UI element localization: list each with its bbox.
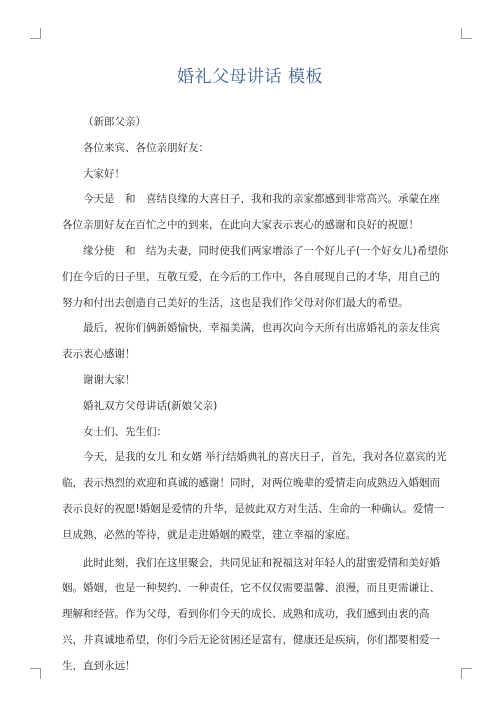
speaker-label: （新郎父亲） [83,116,146,128]
section-heading: 婚礼双方父母讲话(新娘父亲) [83,399,218,412]
body-paragraph: 今天是 和 喜结良缘的大喜日子，我和我的亲家都感到非常高兴。承蒙在座各位亲朋好友在百忙之中的到来，在此向大家表示衷心的感谢和良好的祝愿！ [62,193,440,232]
greeting: 大家好！ [83,167,125,180]
salutation: 各位来宾、各位亲朋好友： [83,141,209,154]
document-title: 婚礼父母讲话 模板 [177,67,323,87]
document-body [62,110,450,680]
body-paragraph: 缘分使 和 结为夫妻，同时使我们两家增添了一个好儿子(一个好女儿)希望你们在今后的日子里，互敬互爱，在今后的工作中，各自展现自己的才华，用自己的努力和付出去创造自己美好的生活，这也是我们作父母对你们最大的希望。 [62,244,449,309]
page-corner-mark [30,28,41,39]
salutation: 女士们、先生们： [83,425,167,438]
body-paragraph: 最后，祝你们俩新婚愉快，幸福美满，也再次向今天所有出席婚礼的亲友佳宾表示衷心感谢！ [62,322,440,361]
body-paragraph: 今天，是我的女儿 和女婿 举行结婚典礼的喜庆日子，首先，我对各位嘉宾的光临，表示热烈的欢迎和真诚的感谢！同时，对两位晚辈的爱情走向成熟迈入婚姻而表示良好的祝愿!婚姻是爱情的升华，是彼此双方对生活、生命的一种确认。爱情一旦成熟，必然的等待，就是走进婚姻的殿堂，建立幸福的家庭。 [62,451,447,541]
page-corner-mark [461,28,472,39]
page-corner-mark [30,668,41,679]
page-corner-mark [461,668,472,679]
closing-line: 谢谢大家！ [83,373,136,386]
body-paragraph: 此时此刻，我们在这里聚会，共同见证和祝福这对年轻人的甜蜜爱情和美好婚姻。婚姻，也是一种契约、一种责任，它不仅仅需要温馨、浪漫，而且更需谦让、理解和经营。作为父母，看到你们今天的成长、成熟和成功，我们感到由衷的高兴，并真诚地希望，你们今后无论贫困还是富有，健康还是疾病，你们都要相爱一生，直到永远！ [62,556,440,672]
